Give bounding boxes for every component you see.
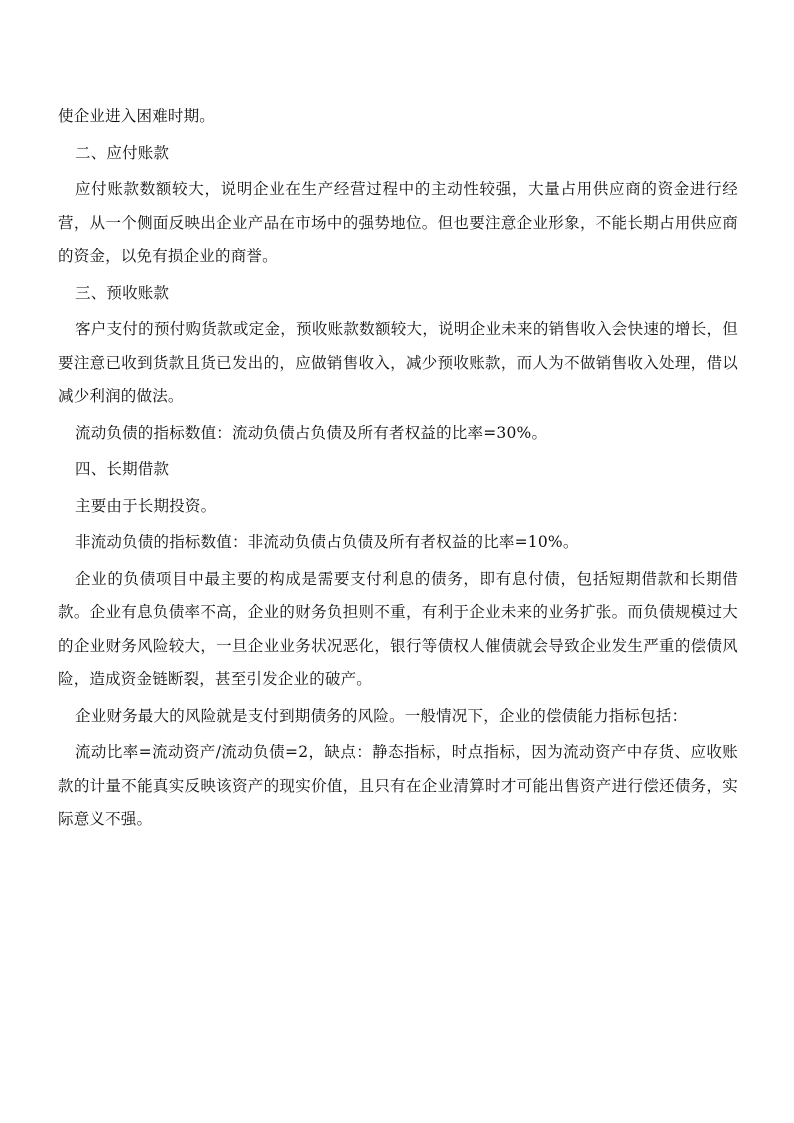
paragraph: 流动比率=流动资产/流动负债=2，缺点：静态指标，时点指标，因为流动资产中存货、应收账款的计量不能真实反映该资产的现实价值，且只有在企业清算时才可能出售资产进行偿还债务，实际意义不强。 [58,743,738,828]
paragraph: 流动负债的指标数值：流动负债占负债及所有者权益的比率=30%。 [75,423,548,442]
document-body [58,100,738,840]
paragraph: 企业财务最大的风险就是支付到期债务的风险。一般情况下，企业的偿债能力指标包括： [75,706,688,725]
section-heading: 三、预收账款 [75,283,170,302]
paragraph: 主要由于长期投资。 [75,496,217,515]
paragraph: 使企业进入困难时期。 [58,107,216,125]
section-heading: 四、长期借款 [75,460,170,478]
paragraph: 企业的负债项目中最主要的构成是需要支付利息的债务，即有息付债，包括短期借款和长期借款。企业有息负债率不高，企业的财务负担则不重，有利于企业未来的业务扩张。而负债规模过大的企业财务风险较大，一旦企业业务状况恶化，银行等债权人催债就会导致企业发生严重的偿债风险，造成资金链断裂，甚至引发企业的破产。 [58,569,738,688]
section-heading: 二、应付账款 [75,143,170,162]
paragraph: 应付账款数额较大，说明企业在生产经营过程中的主动性较强，大量占用供应商的资金进行经营，从一个侧面反映出企业产品在市场中的强势地位。但也要注意企业形象，不能长期占用供应商的资金，以免有损企业的商誉。 [58,180,738,265]
paragraph: 客户支付的预付购货款或定金，预收账款数额较大，说明企业未来的销售收入会快速的增长，但要注意已收到货款且货已发出的，应做销售收入，减少预收账款，而人为不做销售收入处理，借以减少利润的做法。 [58,320,738,405]
paragraph: 非流动负债的指标数值：非流动负债占负债及所有者权益的比率=10%。 [75,533,579,551]
